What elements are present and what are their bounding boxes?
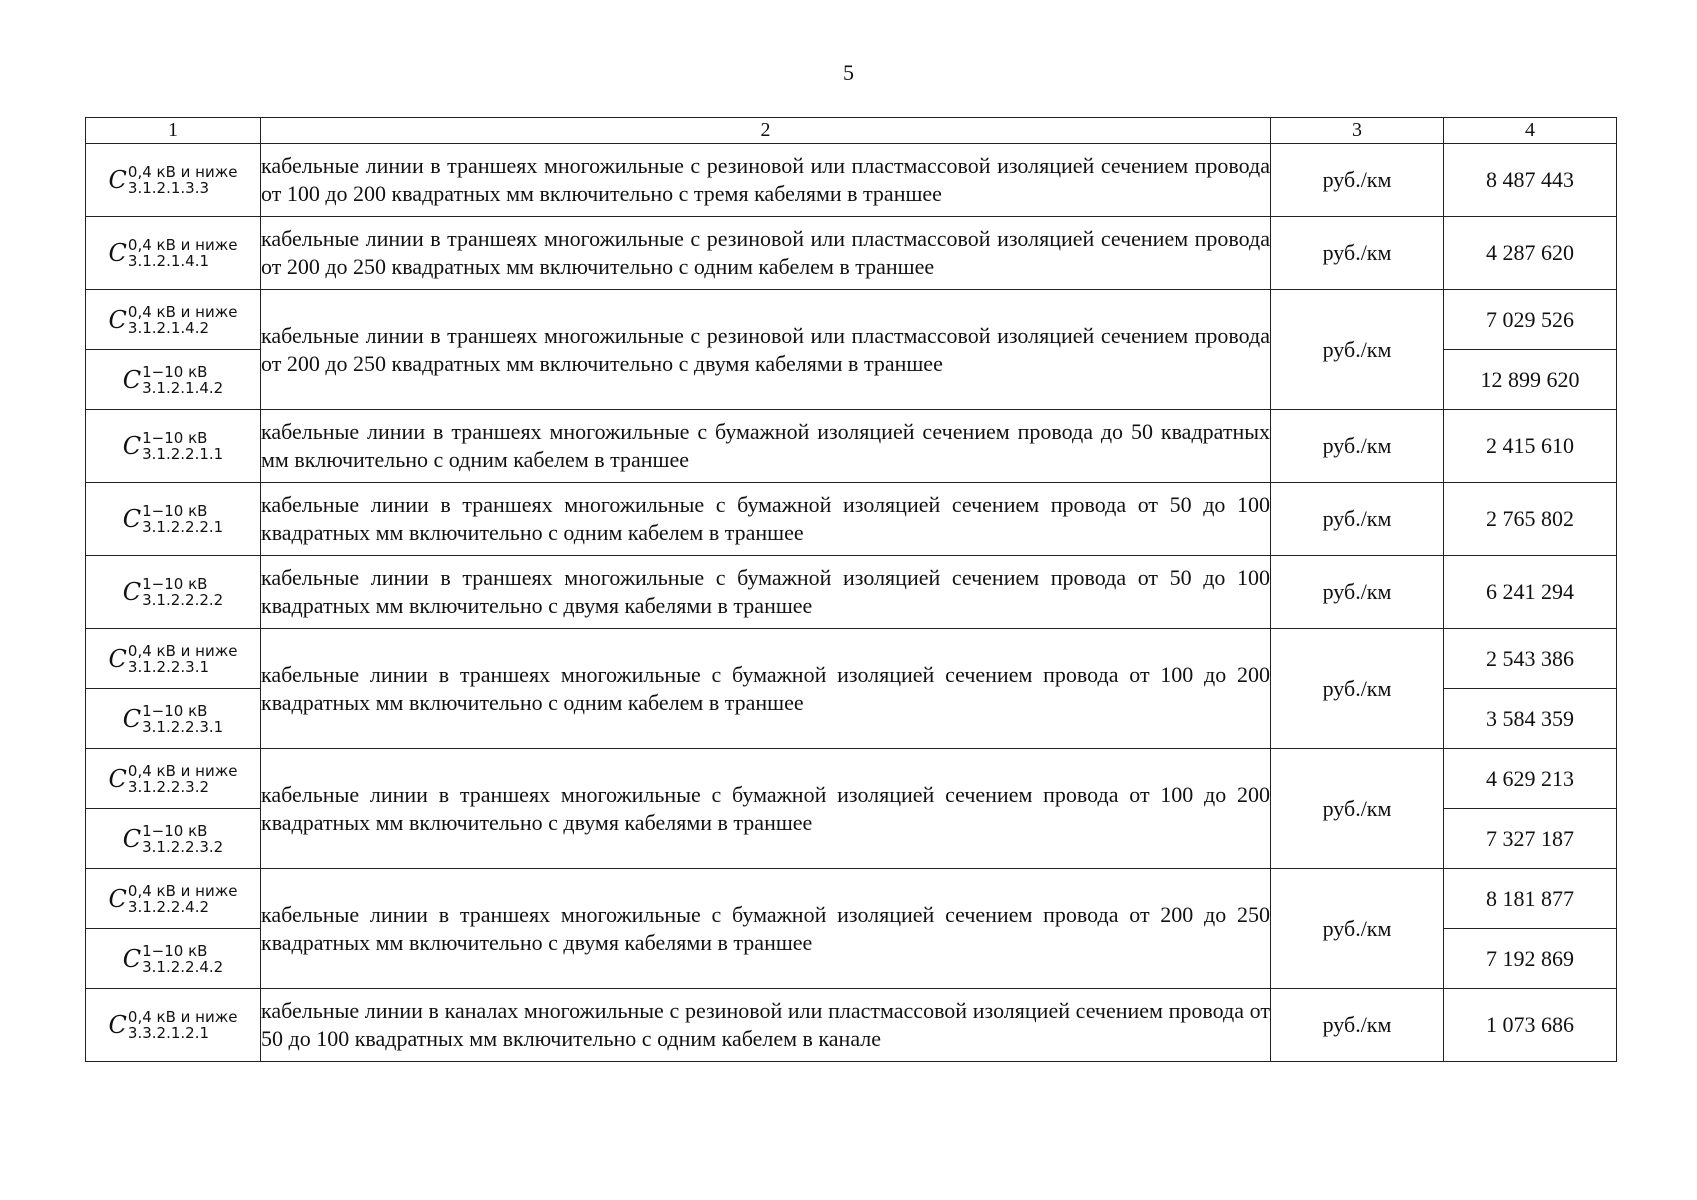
rate-index: 3.1.2.1.4.2 <box>127 318 210 337</box>
voltage-class: 1−10 кВ <box>142 362 208 381</box>
voltage-class: 0,4 кВ и ниже <box>127 236 238 254</box>
rates-table <box>85 117 1617 1062</box>
rate-code-cell <box>86 809 261 869</box>
rate-code-cell <box>86 989 261 1062</box>
rate-symbol: C <box>108 644 127 673</box>
description-cell: кабельные линии в траншеях многожильные с бумажной изоляцией сечением провода от 50 до 100 квадратных мм включительно с двумя кабелями в траншее <box>261 556 1271 629</box>
rate-index: 3.1.2.2.2.1 <box>142 518 224 536</box>
rate-index: 3.1.2.1.3.3 <box>127 179 210 197</box>
value-cell: 2 543 386 <box>1444 629 1617 689</box>
value-cell: 4 287 620 <box>1444 217 1617 290</box>
rate-symbol: C <box>122 432 142 460</box>
table-header-row <box>86 118 1617 144</box>
voltage-class: 0,4 кВ и ниже <box>127 761 238 780</box>
table-row <box>86 410 1617 483</box>
value-cell: 6 241 294 <box>1444 556 1617 629</box>
value-cell: 8 181 877 <box>1444 869 1617 929</box>
rate-index: 3.1.2.2.3.1 <box>142 717 224 736</box>
voltage-class: 0,4 кВ и ниже <box>127 163 238 181</box>
rate-index: 3.1.2.2.4.2 <box>142 957 224 976</box>
unit-cell: руб./км <box>1271 410 1444 483</box>
table-row <box>86 869 1617 929</box>
rate-symbol: C <box>108 764 127 793</box>
table-row <box>86 629 1617 689</box>
unit-cell: руб./км <box>1271 483 1444 556</box>
unit-cell: руб./км <box>1271 556 1444 629</box>
description-cell: кабельные линии в траншеях многожильные с резиновой или пластмассовой изоляцией сечением провода от 200 до 250 квадратных мм включительно с одним кабелем в траншее <box>261 217 1271 290</box>
voltage-class: 1−10 кВ <box>142 821 208 840</box>
rate-code-cell <box>86 556 261 629</box>
voltage-class: 0,4 кВ и ниже <box>127 641 238 660</box>
unit-cell: руб./км <box>1271 749 1444 869</box>
rate-symbol: C <box>122 824 142 853</box>
rate-symbol: C <box>108 884 127 913</box>
table-row <box>86 217 1617 290</box>
table-row <box>86 749 1617 809</box>
rate-code-cell <box>86 629 261 689</box>
rate-symbol: C <box>108 239 127 267</box>
rate-symbol: C <box>122 505 142 533</box>
column-header: 2 <box>261 118 1271 144</box>
rate-index: 3.1.2.2.3.1 <box>127 657 210 676</box>
value-cell: 3 584 359 <box>1444 689 1617 749</box>
voltage-class: 0,4 кВ и ниже <box>127 881 238 900</box>
value-cell: 8 487 443 <box>1444 144 1617 217</box>
rate-index: 3.1.2.1.4.1 <box>127 252 210 270</box>
description-cell: кабельные линии в траншеях многожильные с резиновой или пластмассовой изоляцией сечением провода от 200 до 250 квадратных мм включительно с двумя кабелями в траншее <box>261 290 1271 410</box>
rate-index: 3.1.2.2.2.2 <box>142 591 224 609</box>
description-cell: кабельные линии в траншеях многожильные с бумажной изоляцией сечением провода от 200 до 250 квадратных мм включительно с двумя кабелями в траншее <box>261 869 1271 989</box>
rate-code-cell <box>86 350 261 410</box>
rate-symbol: C <box>122 704 142 733</box>
rate-code-cell <box>86 410 261 483</box>
value-cell: 1 073 686 <box>1444 989 1617 1062</box>
rate-symbol: C <box>108 1011 127 1039</box>
table-row <box>86 144 1617 217</box>
unit-cell: руб./км <box>1271 989 1444 1062</box>
voltage-class: 0,4 кВ и ниже <box>127 1008 238 1026</box>
rate-symbol: C <box>108 166 127 194</box>
value-cell: 12 899 620 <box>1444 350 1617 410</box>
voltage-class: 1−10 кВ <box>142 941 208 960</box>
unit-cell: руб./км <box>1271 290 1444 410</box>
value-cell: 7 327 187 <box>1444 809 1617 869</box>
rate-code-cell <box>86 689 261 749</box>
table-row <box>86 989 1617 1062</box>
unit-cell: руб./км <box>1271 629 1444 749</box>
value-cell: 7 192 869 <box>1444 929 1617 989</box>
rate-code-cell <box>86 749 261 809</box>
rate-symbol: C <box>122 578 142 606</box>
value-cell: 2 765 802 <box>1444 483 1617 556</box>
table-row <box>86 556 1617 629</box>
voltage-class: 1−10 кВ <box>142 502 208 520</box>
voltage-class: 1−10 кВ <box>142 575 208 593</box>
rate-index: 3.3.2.1.2.1 <box>127 1024 210 1042</box>
value-cell: 7 029 526 <box>1444 290 1617 350</box>
value-cell: 4 629 213 <box>1444 749 1617 809</box>
column-header: 1 <box>86 118 261 144</box>
rate-code-cell <box>86 144 261 217</box>
rate-symbol: C <box>108 305 127 334</box>
page-number: 5 <box>843 60 854 85</box>
column-header: 4 <box>1444 118 1617 144</box>
rate-code-cell <box>86 869 261 929</box>
rate-code-cell <box>86 929 261 989</box>
table-row <box>86 290 1617 350</box>
voltage-class: 1−10 кВ <box>142 429 208 447</box>
rate-index: 3.1.2.1.4.2 <box>142 378 224 397</box>
description-cell: кабельные линии в траншеях многожильные с бумажной изоляцией сечением провода от 100 до 200 квадратных мм включительно с двумя кабелями в траншее <box>261 749 1271 869</box>
rate-index: 3.1.2.2.4.2 <box>127 897 210 916</box>
rate-code-cell <box>86 290 261 350</box>
rate-index: 3.1.2.2.1.1 <box>142 445 224 463</box>
description-cell: кабельные линии в траншеях многожильные с резиновой или пластмассовой изоляцией сечением провода от 100 до 200 квадратных мм включительно с тремя кабелями в траншее <box>261 144 1271 217</box>
unit-cell: руб./км <box>1271 869 1444 989</box>
rate-code-cell <box>86 483 261 556</box>
unit-cell: руб./км <box>1271 217 1444 290</box>
rate-symbol: C <box>122 365 142 394</box>
column-header: 3 <box>1271 118 1444 144</box>
description-cell: кабельные линии в траншеях многожильные с бумажной изоляцией сечением провода от 50 до 100 квадратных мм включительно с одним кабелем в траншее <box>261 483 1271 556</box>
description-cell: кабельные линии в траншеях многожильные с бумажной изоляцией сечением провода до 50 квадратных мм включительно с одним кабелем в траншее <box>261 410 1271 483</box>
rate-index: 3.1.2.2.3.2 <box>127 777 210 796</box>
rate-symbol: C <box>122 944 142 973</box>
rate-code-cell <box>86 217 261 290</box>
unit-cell: руб./км <box>1271 144 1444 217</box>
description-cell: кабельные линии в траншеях многожильные с бумажной изоляцией сечением провода от 100 до 200 квадратных мм включительно с одним кабелем в траншее <box>261 629 1271 749</box>
rate-index: 3.1.2.2.3.2 <box>142 837 224 856</box>
description-cell: кабельные линии в каналах многожильные с резиновой или пластмассовой изоляцией сечением провода от 50 до 100 квадратных мм включительно с одним кабелем в канале <box>261 989 1271 1062</box>
voltage-class: 0,4 кВ и ниже <box>127 302 238 321</box>
value-cell: 2 415 610 <box>1444 410 1617 483</box>
table-row <box>86 483 1617 556</box>
voltage-class: 1−10 кВ <box>142 701 208 720</box>
